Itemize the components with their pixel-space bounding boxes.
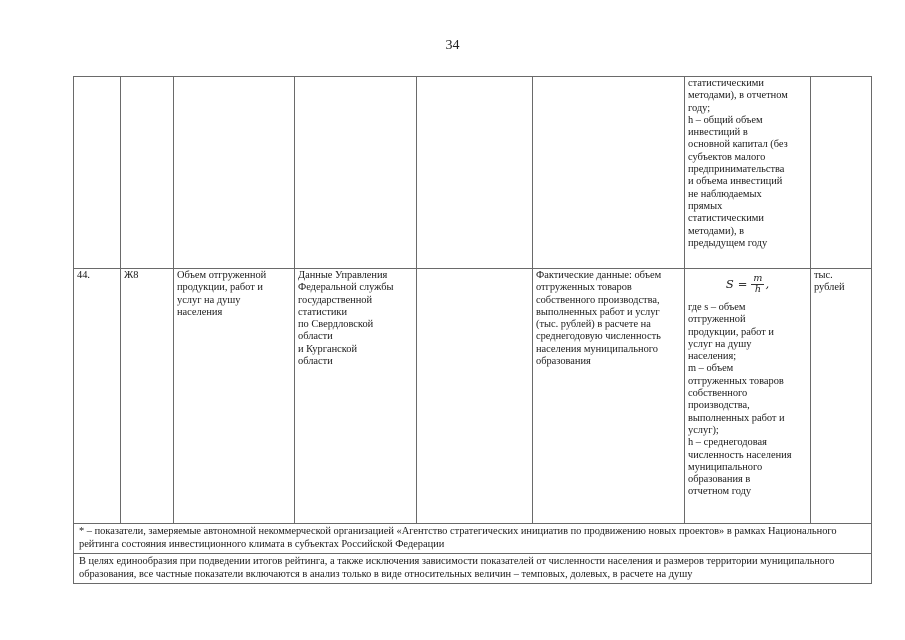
- formula-equals: =: [737, 276, 748, 291]
- formula: [688, 270, 807, 298]
- cell-formula-continuation: статистическими методами), в отчетном году; h – общий объем инвестиций в основной капитал (без субъектов малого предпринимательства и объема инвестиций не наблюдаемых прямых статистическими методами), в предыдущем году: [685, 77, 811, 269]
- row-number: 44.: [74, 269, 121, 524]
- formula-trailing: ,: [765, 276, 770, 291]
- table-row-44: [74, 269, 872, 524]
- indicator-table: [73, 76, 872, 584]
- formula-cell: [685, 269, 811, 524]
- calculation-method: Фактические данные: объем отгруженных товаров собственного производства, выполненных работ и услуг (тыс. рублей) в расчете на среднегодовую численность населения муниципального образования: [533, 269, 685, 524]
- uniformity-note-text: В целях единообразия при подведении итогов рейтинга, а также исключения зависимости показателей от численности населения и размеров территории муниципального образования, все частные показатели включаются в анализ только в виде относительных величин – темповых, долевых, в расчете на душу: [74, 554, 872, 584]
- formula-explanation: где s – объем отгруженной продукции, работ и услуг на душу населения; m – объем отгруженных товаров собственного производства, выполненных работ и услуг); h – среднегодовая численность населения муниципального образования в отчетном году: [688, 302, 792, 498]
- page-number: 34: [445, 38, 460, 53]
- empty-column: [417, 269, 533, 524]
- indicator-name: Объем отгруженной продукции, работ и услуг на душу населения: [174, 269, 295, 524]
- cell-indicator: [174, 77, 295, 269]
- table-row-continuation: [74, 77, 872, 269]
- cell-method: [533, 77, 685, 269]
- uniformity-note-row: [74, 554, 872, 584]
- formula-fraction: [751, 274, 764, 295]
- indicator-code: Ж8: [121, 269, 174, 524]
- formula-denominator: h: [754, 283, 761, 295]
- cell-source: [295, 77, 417, 269]
- cell-empty: [417, 77, 533, 269]
- cell-number: [74, 77, 121, 269]
- cell-code: [121, 77, 174, 269]
- footnote-row: [74, 524, 872, 554]
- footnote-text: * – показатели, замеряемые автономной некоммерческой организацией «Агентство стратегических инициатив по продвижению новых проектов» в рамках Национального рейтинга состояния инвестиционного климата в субъектах Российской Федерации: [74, 524, 872, 554]
- formula-numerator: m: [753, 272, 763, 284]
- data-source: Данные Управления Федеральной службы государственной статистики по Свердловской области и Курганской области: [295, 269, 417, 524]
- unit-of-measure: тыс. рублей: [811, 269, 872, 524]
- formula-lhs: S: [725, 276, 734, 291]
- cell-unit: [811, 77, 872, 269]
